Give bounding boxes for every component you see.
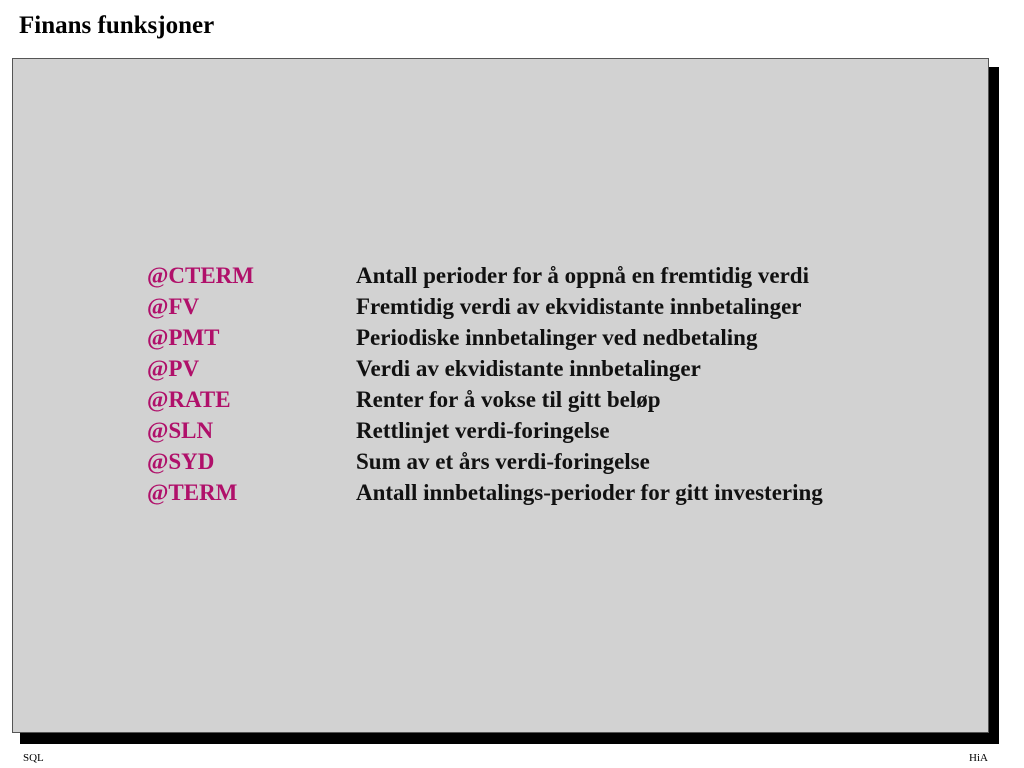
- function-description: Verdi av ekvidistante innbetalinger: [356, 356, 701, 381]
- function-name: @CTERM: [147, 263, 255, 288]
- function-row: [147, 322, 823, 353]
- content-panel: [12, 58, 989, 733]
- function-description: Renter for å vokse til gitt beløp: [356, 387, 661, 412]
- function-name: @SYD: [147, 449, 215, 474]
- function-name: @SLN: [147, 418, 214, 443]
- function-name: @PV: [147, 356, 200, 381]
- function-description: Fremtidig verdi av ekvidistante innbetalinger: [356, 294, 802, 319]
- page-title: Finans funksjoner: [19, 12, 215, 39]
- function-list: [147, 260, 823, 508]
- function-name: @TERM: [147, 480, 238, 505]
- function-row: [147, 477, 823, 508]
- function-name: @PMT: [147, 325, 220, 350]
- function-description: Rettlinjet verdi-foringelse: [356, 418, 610, 443]
- footer-right-label: HiA: [969, 752, 988, 764]
- function-row: [147, 353, 823, 384]
- function-row: [147, 384, 823, 415]
- function-name: @RATE: [147, 387, 231, 412]
- function-description: Periodiske innbetalinger ved nedbetaling: [356, 325, 758, 350]
- function-row: [147, 291, 823, 322]
- function-description: Antall innbetalings-perioder for gitt investering: [356, 480, 823, 505]
- function-row: [147, 415, 823, 446]
- footer-left-label: SQL: [23, 752, 44, 764]
- function-description: Sum av et års verdi-foringelse: [356, 449, 650, 474]
- function-row: [147, 260, 823, 291]
- function-name: @FV: [147, 294, 200, 319]
- function-description: Antall perioder for å oppnå en fremtidig verdi: [356, 263, 809, 288]
- function-row: [147, 446, 823, 477]
